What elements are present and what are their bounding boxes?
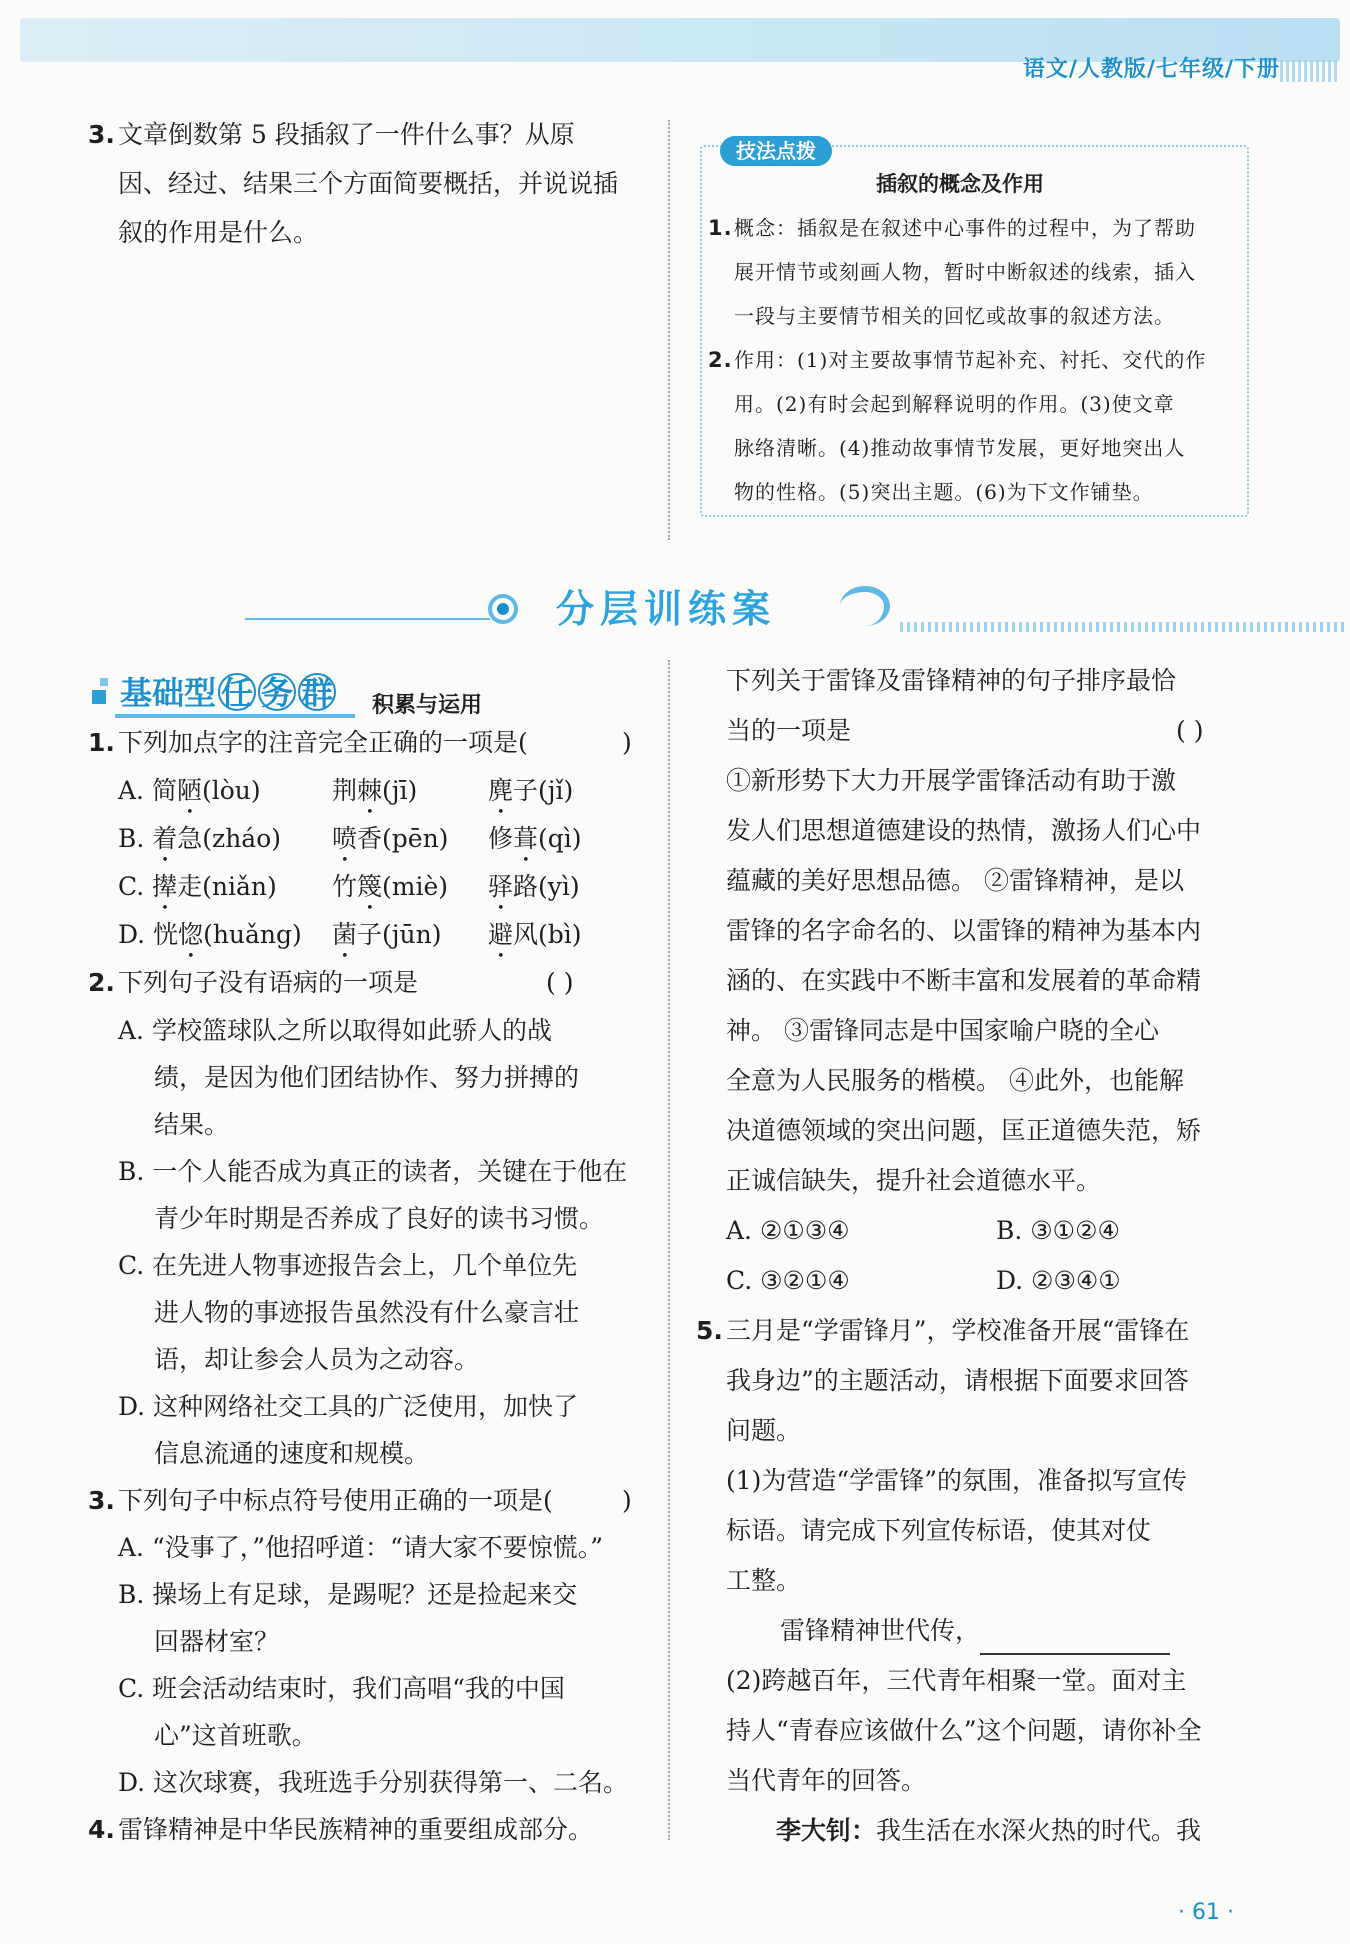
subsection-title xyxy=(120,668,336,714)
question-number: 3. xyxy=(88,120,115,149)
question-line: 因、经过、结果三个方面简要概括，并说说插 xyxy=(118,169,619,198)
tip-line: 展开情节或刻画人物，暂时中断叙述的线索，插入 xyxy=(734,260,1196,284)
question-number: 4. xyxy=(88,1815,115,1844)
tip-line: 概念：插叙是在叙述中心事件的过程中，为了帮助 xyxy=(734,216,1196,240)
answer-paren: ) xyxy=(622,1486,632,1515)
question-line: 叙的作用是什么。 xyxy=(118,218,319,247)
question-number: 1. xyxy=(88,728,115,757)
header-decoration xyxy=(1280,60,1340,82)
question-number: 5. xyxy=(696,1316,723,1345)
body-line: 神。 ③雷锋同志是中国家喻户晓的全心 xyxy=(726,1016,1159,1045)
body-line: 决道德领域的突出问题，匡正道德失范，矫 xyxy=(726,1116,1202,1145)
circled-char: 务 xyxy=(258,673,296,711)
banner-dotted-line xyxy=(900,622,1345,632)
body-line: 当代青年的回答。 xyxy=(726,1766,927,1795)
question-stem: 下列加点字的注音完全正确的一项是( xyxy=(118,728,528,757)
speech-line xyxy=(776,1806,1201,1855)
option-line: D. 这次球赛，我班选手分别获得第一、二名。 xyxy=(118,1768,629,1797)
option-line: 青少年时期是否养成了良好的读书习惯。 xyxy=(154,1204,605,1233)
body-line: 我身边”的主题活动，请根据下面要求回答 xyxy=(726,1366,1189,1395)
column-divider xyxy=(668,120,670,540)
header-title: 语文/人教版/七年级/下册 xyxy=(1022,57,1280,82)
body-line: 持人“青春应该做什么”这个问题，请你补全 xyxy=(726,1716,1202,1745)
tip-line: 作用：(1)对主要故事情节起补充、衬托、交代的作 xyxy=(734,348,1207,372)
tip-line: 一段与主要情节相关的回忆或故事的叙述方法。 xyxy=(734,304,1175,328)
question-number: 3. xyxy=(88,1486,115,1515)
option-line: 回器材室？ xyxy=(154,1627,280,1656)
option-line: B. 操场上有足球，是踢呢？还是捡起来交 xyxy=(118,1580,578,1609)
banner-swoosh-icon xyxy=(840,586,890,626)
tip-title: 插叙的概念及作用 xyxy=(876,172,1044,196)
body-line: 涵的、在实践中不断丰富和发展着的革命精 xyxy=(726,966,1202,995)
option: 修葺(qì) xyxy=(488,824,582,853)
body-line: 正诚信缺失，提升社会道德水平。 xyxy=(726,1166,1102,1195)
option-line: C. 在先进人物事迹报告会上，几个单位先 xyxy=(118,1251,578,1280)
option-line: 信息流通的速度和规模。 xyxy=(154,1439,430,1468)
option-line: 结果。 xyxy=(154,1110,230,1139)
subsection-tag: 积累与运用 xyxy=(372,693,483,718)
speaker-name: 李大钊： xyxy=(776,1816,877,1845)
option-line: 语，却让参会人员为之动容。 xyxy=(154,1345,480,1374)
body-line: ①新形势下大力开展学雷锋活动有助于激 xyxy=(726,766,1177,795)
circled-char: 群 xyxy=(298,673,336,711)
option: 避风(bì) xyxy=(488,920,582,949)
tip-line: 用。(2)有时会起到解释说明的作用。(3)使文章 xyxy=(734,392,1175,416)
option: C. ③②①④ xyxy=(726,1266,850,1295)
option-line: 进人物的事迹报告虽然没有什么豪言壮 xyxy=(154,1298,580,1327)
circled-char: 任 xyxy=(218,673,256,711)
body-line: 问题。 xyxy=(726,1416,802,1445)
option: B. ③①②④ xyxy=(996,1216,1120,1245)
option: A. ②①③④ xyxy=(726,1216,850,1245)
option-line: C. 班会活动结束时，我们高唱“我的中国 xyxy=(118,1674,565,1703)
answer-paren: ( ) xyxy=(1176,716,1204,745)
banner-line xyxy=(245,618,490,620)
option-line: A. “没事了，”他招呼道：“请大家不要惊慌。” xyxy=(118,1533,604,1562)
banner-dot-icon xyxy=(497,603,509,615)
option: 菌子(jūn) xyxy=(332,920,442,949)
section-title: 分层训练案 xyxy=(556,587,777,631)
option: C. 撵走(niǎn) xyxy=(118,872,277,901)
subsection-prefix: 基础型 xyxy=(120,674,217,712)
answer-blank[interactable] xyxy=(980,1623,1170,1655)
option-line: 绩，是因为他们团结协作、努力拼搏的 xyxy=(154,1063,580,1092)
body-line: (2)跨越百年，三代青年相聚一堂。面对主 xyxy=(726,1666,1187,1695)
question-stem: 当的一项是 xyxy=(726,716,852,745)
tip-item-number: 1. xyxy=(708,216,733,240)
question-stem: 下列句子没有语病的一项是 xyxy=(118,968,419,997)
option: A. 简陋(lòu) xyxy=(118,776,261,805)
square-bullet-icon xyxy=(100,678,108,686)
option: 麂子(jǐ) xyxy=(488,776,574,805)
question-stem: 雷锋精神是中华民族精神的重要组成部分。 xyxy=(118,1815,594,1844)
body-line: 全意为人民服务的楷模。 ④此外，也能解 xyxy=(726,1066,1184,1095)
tip-item-number: 2. xyxy=(708,348,733,372)
option-line: B. 一个人能否成为真正的读者，关键在于他在 xyxy=(118,1157,628,1186)
option-line: 心”这首班歌。 xyxy=(154,1721,317,1750)
body-line: 发人们思想道德建设的热情，激扬人们心中 xyxy=(726,816,1202,845)
square-bullet-icon xyxy=(92,690,106,704)
question-stem: 下列关于雷锋及雷锋精神的句子排序最恰 xyxy=(726,666,1177,695)
option: 喷香(pēn) xyxy=(332,824,449,853)
answer-paren: ( ) xyxy=(546,968,574,997)
option: 荆棘(jī) xyxy=(332,776,418,805)
body-line: (1)为营造“学雷锋”的氛围，准备拟写宣传 xyxy=(726,1466,1187,1495)
body-line: 雷锋的名字命名的、以雷锋的精神为基本内 xyxy=(726,916,1202,945)
body-line: 工整。 xyxy=(726,1566,802,1595)
speech-text: 我生活在水深火热的时代。我 xyxy=(876,1816,1202,1845)
option: D. 恍惚(huǎng) xyxy=(118,920,302,949)
body-line: 蕴藏的美好思想品德。 ②雷锋精神，是以 xyxy=(726,866,1184,895)
tip-line: 脉络清晰。(4)推动故事情节发展，更好地突出人 xyxy=(734,436,1186,460)
option-line: D. 这种网络社交工具的广泛使用，加快了 xyxy=(118,1392,579,1421)
slogan-line xyxy=(780,1606,1170,1655)
question-line: 文章倒数第 5 段插叙了一件什么事？从原 xyxy=(118,120,575,149)
option: 驿路(yì) xyxy=(488,872,580,901)
question-number: 2. xyxy=(88,968,115,997)
answer-paren: ) xyxy=(622,728,632,757)
option: D. ②③④① xyxy=(996,1266,1121,1295)
option-line: A. 学校篮球队之所以取得如此骄人的战 xyxy=(118,1016,552,1045)
slogan-text: 雷锋精神世代传， xyxy=(780,1616,981,1645)
tip-badge: 技法点拨 xyxy=(720,136,832,166)
option: 竹篾(miè) xyxy=(332,872,449,901)
body-line: 标语。请完成下列宣传标语，使其对仗 xyxy=(726,1516,1152,1545)
tip-line: 物的性格。(5)突出主题。(6)为下文作铺垫。 xyxy=(734,480,1154,504)
column-divider xyxy=(668,660,670,1840)
page-number: · 61 · xyxy=(1178,1900,1234,1925)
question-stem: 下列句子中标点符号使用正确的一项是( xyxy=(118,1486,553,1515)
option: B. 着急(zháo) xyxy=(118,824,282,853)
body-line: 三月是“学雷锋月”，学校准备开展“雷锋在 xyxy=(726,1316,1190,1345)
